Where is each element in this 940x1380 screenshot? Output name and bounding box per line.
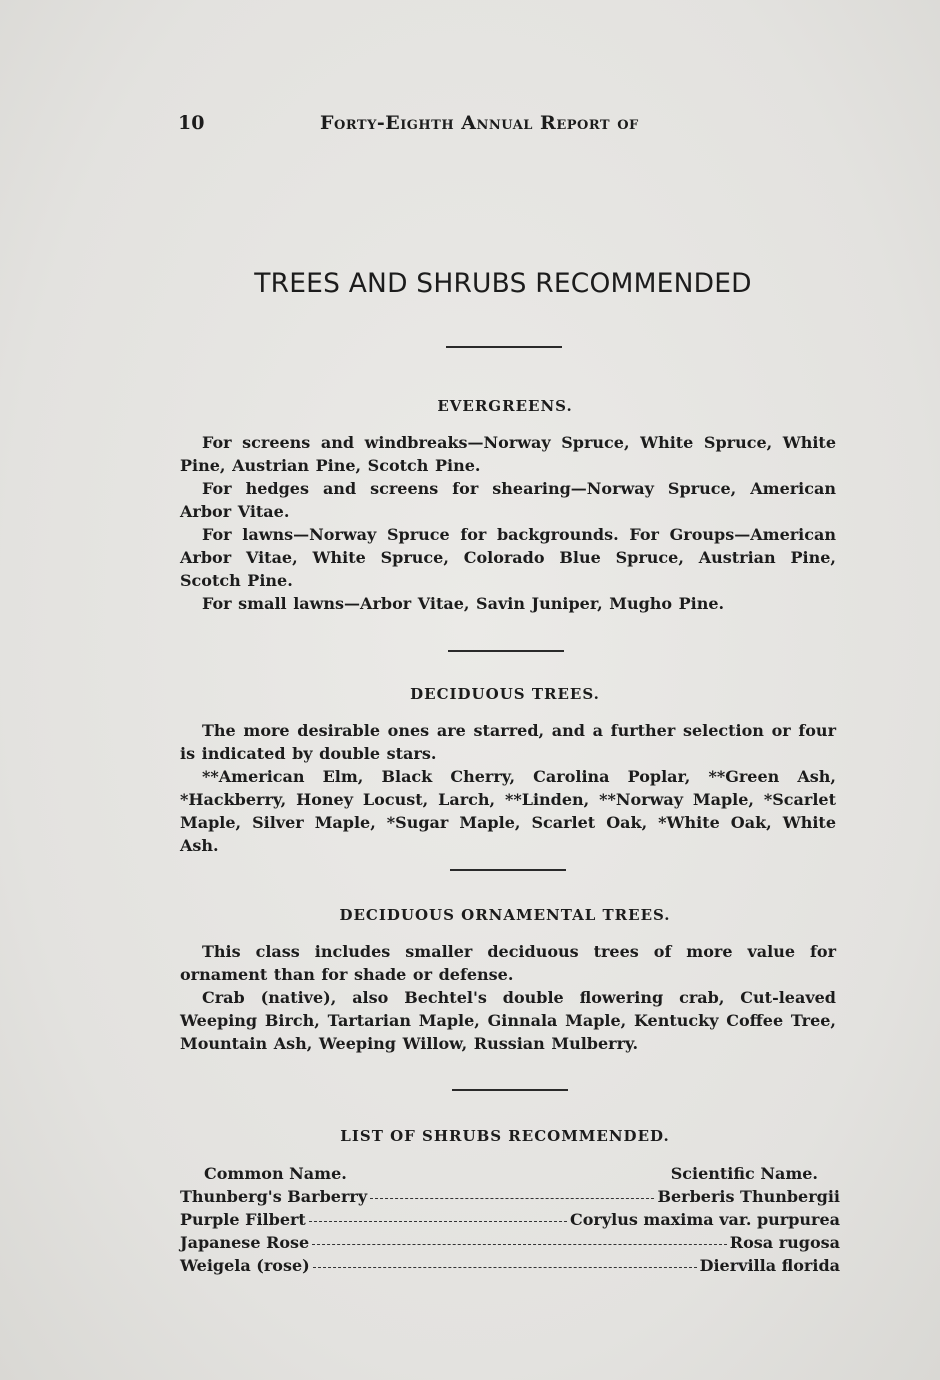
column-header-common: Common Name. [204,1164,347,1183]
paragraph: Crab (native), also Bechtel's double flowering crab, Cut-leaved Weeping Birch, Tartarian Maple, Ginnala Maple, Kentucky Coffee Tree, Mountain Ash, Weeping Willow, Russian Mulberry. [180,988,836,1053]
table-row [180,1185,840,1208]
paragraph: For lawns—Norway Spruce for backgrounds. For Groups—American Arbor Vitae, White Spruce, Colorado Blue Spruce, Austrian Pine, Scotch Pine. [180,525,836,590]
dot-leader [313,1267,697,1268]
table-row [180,1208,840,1231]
divider [448,650,564,652]
divider [452,1089,568,1091]
section-heading-shrubs: LIST OF SHRUBS RECOMMENDED. [340,1127,670,1145]
section-body-ornamental-trees [180,940,836,1055]
running-title: Forty-Eighth Annual Report of [320,112,639,134]
scientific-name: Corylus maxima var. purpurea [569,1210,840,1229]
section-heading-evergreens: EVERGREENS. [437,397,573,415]
scientific-name: Rosa rugosa [729,1233,840,1252]
paragraph: **American Elm, Black Cherry, Carolina Poplar, **Green Ash, *Hackberry, Honey Locust, Larch, **Linden, **Norway Maple, *Scarlet Maple, Silver Maple, *Sugar Maple, Scarlet Oak, *White Oak, White Ash. [180,767,836,855]
common-name: Japanese Rose [180,1233,310,1252]
section-heading-deciduous-trees: DECIDUOUS TREES. [410,685,600,703]
dot-leader [312,1244,727,1245]
column-header-scientific: Scientific Name. [670,1164,818,1183]
section-heading-ornamental-trees: DECIDUOUS ORNAMENTAL TREES. [339,906,671,924]
table-header [180,1162,840,1185]
common-name: Weigela (rose) [180,1256,310,1275]
dot-leader [309,1221,567,1222]
paragraph: For screens and windbreaks—Norway Spruce, White Spruce, White Pine, Austrian Pine, Scotch Pine. [180,433,836,475]
scientific-name: Berberis Thunbergii [657,1187,840,1206]
scientific-name: Diervilla florida [699,1256,840,1275]
common-name: Thunberg's Barberry [180,1187,368,1206]
common-name: Purple Filbert [180,1210,306,1229]
page-number: 10 [178,112,205,134]
paragraph: The more desirable ones are starred, and a further selection or four is indicated by double stars. [180,721,836,763]
divider [446,346,562,348]
divider [450,869,566,871]
section-body-evergreens [180,431,836,615]
paragraph: For small lawns—Arbor Vitae, Savin Juniper, Mugho Pine. [202,594,725,613]
dot-leader [370,1198,654,1199]
paragraph: This class includes smaller deciduous trees of more value for ornament than for shade or defense. [180,942,836,984]
section-body-deciduous-trees [180,719,836,857]
table-row [180,1231,840,1254]
page-title: TREES AND SHRUBS RECOMMENDED [254,268,752,299]
shrubs-table [180,1162,840,1277]
paragraph: For hedges and screens for shearing—Norway Spruce, American Arbor Vitae. [180,479,836,521]
table-row [180,1254,840,1277]
